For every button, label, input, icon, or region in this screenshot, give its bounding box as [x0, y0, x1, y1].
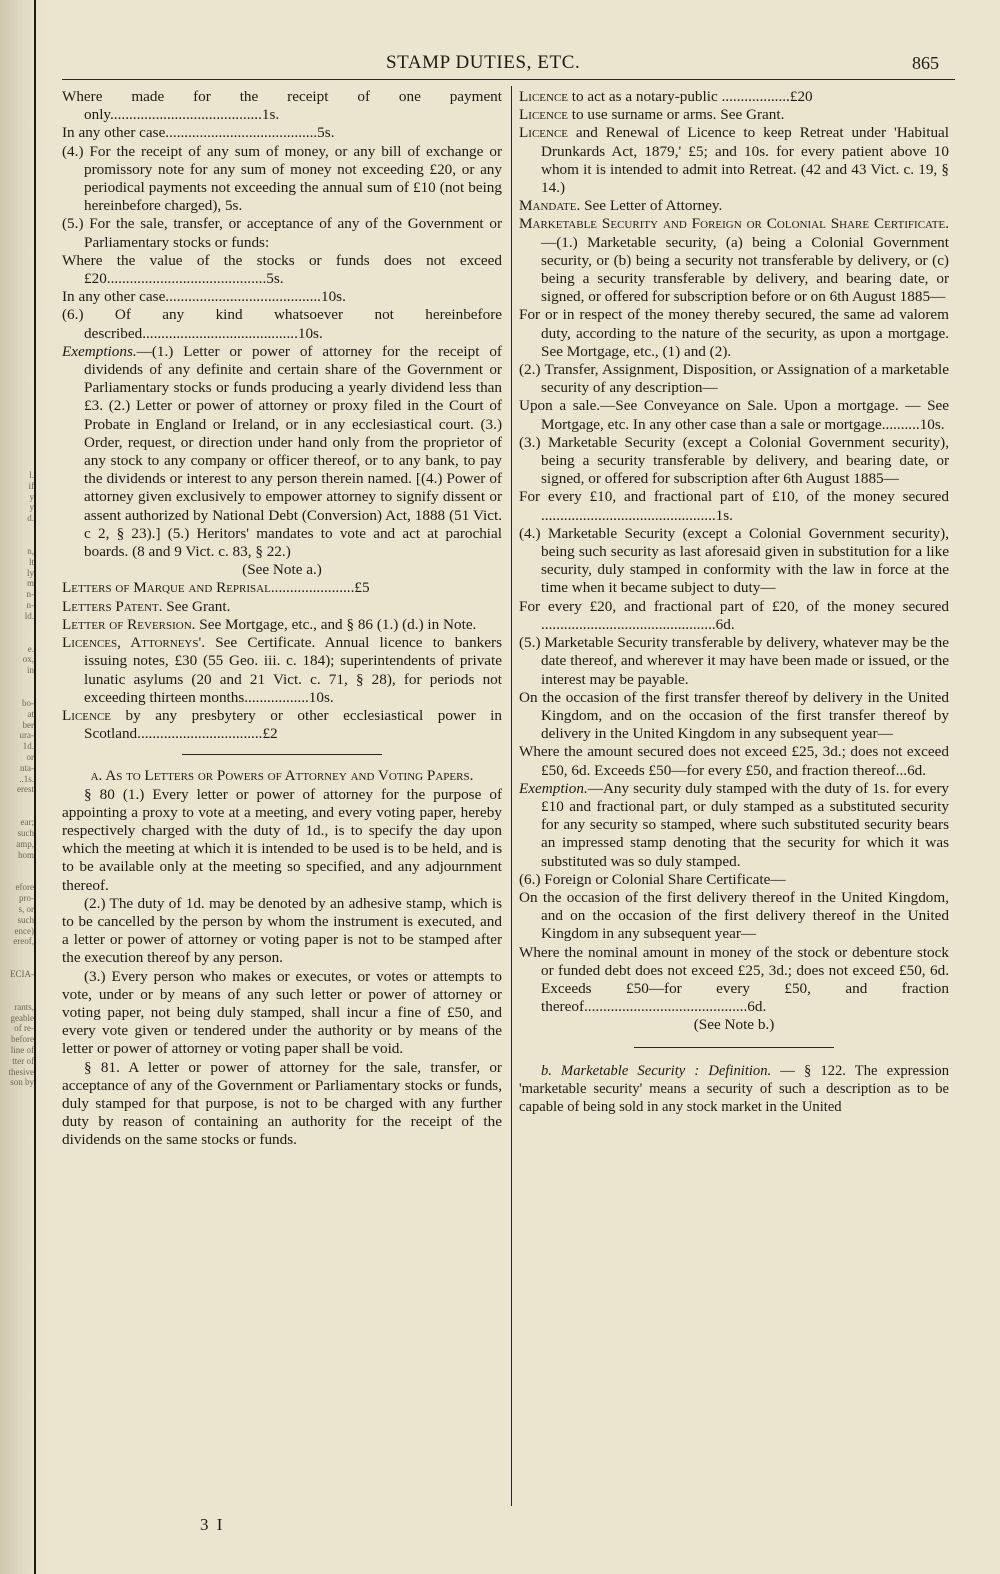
- see-note-reference: [62, 561, 502, 579]
- fragment-line: of re-: [14, 1023, 34, 1034]
- fragment-line: d.: [27, 513, 34, 524]
- fragment-group: [0, 969, 34, 980]
- fragment-line: s, or: [18, 903, 34, 914]
- entry-text: (5.) Marketable Security transferable by delivery, whatever may be the date thereof, and wherever it may have been made or issued, or the interest may be payable.: [519, 634, 949, 688]
- entry-text: ......................£5: [270, 579, 370, 597]
- paragraph: [519, 871, 949, 889]
- paragraph: [62, 616, 502, 634]
- running-head-title: STAMP DUTIES, ETC.: [386, 52, 581, 73]
- fragment-line: ear;: [20, 817, 34, 828]
- paragraph: [519, 889, 949, 944]
- left-column: [62, 88, 502, 1150]
- entry-lead: Letter of Reversion.: [62, 615, 196, 633]
- paragraph: [62, 288, 502, 306]
- fragment-group: [0, 470, 34, 524]
- note-separator-rule: [634, 1047, 834, 1048]
- fragment-line: ereof,: [13, 936, 34, 947]
- paragraph: [519, 488, 949, 524]
- fragment-line: such: [17, 827, 34, 838]
- fragment-group: [0, 882, 34, 947]
- paragraph: [62, 88, 502, 124]
- fragment-line: ox,: [22, 654, 34, 665]
- note-separator-rule: [182, 754, 382, 755]
- signature-mark: 3 I: [200, 1515, 225, 1534]
- fragment-line: amp,: [16, 838, 34, 849]
- paragraph: [519, 525, 949, 598]
- fragment-line: ber: [22, 719, 34, 730]
- fragment-group: [0, 644, 34, 676]
- fragment-line: before: [11, 1034, 34, 1045]
- fragment-line: n-: [26, 589, 34, 600]
- paragraph: [62, 707, 502, 743]
- paragraph: [62, 124, 502, 142]
- fragment-line: n,: [27, 545, 34, 556]
- fragment-line: l.: [29, 470, 34, 480]
- entry-text: Upon a sale.—See Conveyance on Sale. Upon a mortgage. — See Mortgage, etc. In any other case than a sale or mortgage..........10s.: [519, 397, 949, 433]
- paragraph: [519, 434, 949, 489]
- entry-lead: Marketable Security and Foreign or Colonial Share Certificate.: [519, 215, 949, 233]
- entry-text: (6.) Foreign or Colonial Share Certificate—: [519, 870, 786, 888]
- fragment-line: at: [27, 708, 34, 719]
- fragment-line: tter of: [12, 1055, 34, 1066]
- entry-text: (4.) For the receipt of any sum of money, or any bill of exchange or promissory note for any sum of money not exceeding £20, or any periodical payments not exceeding the annual sum of £10 (not being hereinbefore charged), 5s.: [62, 142, 502, 215]
- fragment-line: ECIA-: [10, 969, 34, 980]
- entry-text: For or in respect of the money thereby secured, the same ad valorem duty, according to the nature of the security, as upon a mortgage. See Mortgage, etc., (1) and (2).: [519, 306, 949, 360]
- entry-text: (See Note b.): [693, 1016, 775, 1034]
- entry-text: See Grant.: [162, 597, 231, 615]
- binding-gutter-line: [34, 0, 36, 1574]
- running-head: [0, 52, 1000, 80]
- fragment-line: 1d.: [22, 741, 34, 752]
- entry-lead: b. Marketable Security : Definition.: [541, 1062, 772, 1079]
- entry-text: —Any security duly stamped with the duty of 1s. for every £10 and fractional part, or duly stamped as a substituted security for any security so stamped, where such substituted security bears an impressed stamp denoting that the security for which it was substituted was so duly stamped.: [541, 779, 949, 870]
- entry-text: Where the value of the stocks or funds does not exceed £20..........................................5s.: [62, 251, 502, 288]
- entry-text: Where the amount secured does not exceed £25, 3d.; does not exceed £50, 6d. Exceeds £50—for every £50, and fraction thereof...6d.: [519, 743, 949, 779]
- entry-text: a. As to Letters or Powers of Attorney and Voting Papers.: [90, 767, 474, 785]
- fragment-line: son by: [10, 1077, 34, 1088]
- entry-text: See Mortgage, etc., and § 86 (1.) (d.) in Note.: [195, 615, 477, 633]
- paragraph: [519, 361, 949, 397]
- entry-lead: Licences, Attorneys'.: [62, 634, 206, 652]
- entry-text: For every £10, and fractional part of £10, of the money secured ..............................................1s.: [519, 488, 949, 524]
- see-note-reference: [519, 1016, 949, 1034]
- fragment-line: rants,: [14, 1001, 34, 1012]
- fragment-line: ..1s.: [19, 773, 34, 784]
- fragment-line: erest: [17, 784, 34, 795]
- entry-text: Where made for the receipt of one payment only........................................1s.: [62, 88, 502, 124]
- fragment-line: m: [26, 578, 34, 589]
- paragraph: [519, 598, 949, 634]
- paragraph: [519, 306, 949, 361]
- paragraph: [62, 634, 502, 707]
- fragment-line: lt: [28, 556, 34, 567]
- entry-lead: Licence: [62, 706, 111, 724]
- entry-text: —(1.) Letter or power of attorney for the receipt of dividends of any definite and certain share of the Government or Parliamentary stocks or funds producing a yearly dividend less than £3. (2.) Letter or power of attorney or proxy filed in the Court of Probate in England or Ireland, or in any ecclesiastical court. (3.) Order, request, or direction under hand only from the proprietor of any stock to any company or officer thereof, or to any bank, to pay the dividends or interest to any person therein named. [(4.) Power of attorney given exclusively to empower attorney to signify dissent or assent authorized by National Debt (Conversion) Act, 1888 (51 Vict. c 2, § 23).] (5.) Heritors' mandates to vote and act at parochial boards. (8 and 9 Vict. c. 83, § 22.): [84, 342, 502, 561]
- fragment-group: [0, 817, 34, 860]
- entry-text: (2.) Transfer, Assignment, Disposition, or Assignation of a marketable security of any description—: [519, 361, 949, 397]
- entry-lead: Licence: [519, 124, 568, 142]
- entry-text: —(1.) Marketable security, (a) being a Colonial Government security, or (b) being a security not transferable by delivery, or (c) being a security transferable by delivery, and bearing date, or signed, or offered for subscription before or on 6th August 1885—: [541, 233, 949, 306]
- entry-text: (3.) Marketable Security (except a Colonial Government security), being a security transferable by delivery, and bearing date, or signed, or offered for subscription after 6th August 1885—: [519, 433, 949, 488]
- entry-text: (4.) Marketable Security (except a Colonial Government security), being such security as last aforesaid given in substitution for a like security, duly stamped in conformity with the law in force at the time when it became subject to duty—: [519, 524, 949, 597]
- fragment-line: ura-: [19, 730, 34, 741]
- note-paragraph: [62, 968, 502, 1059]
- paragraph: [62, 215, 502, 251]
- paragraph: [519, 124, 949, 197]
- fragment-line: in: [26, 665, 34, 676]
- fragment-line: geable: [10, 1012, 34, 1023]
- entry-text: to use surname or arms. See Grant.: [568, 106, 785, 124]
- entry-text: See Letter of Attorney.: [580, 197, 723, 215]
- fragment-line: pro-: [19, 893, 34, 904]
- paragraph: [519, 689, 949, 744]
- note-paragraph: [62, 1059, 502, 1150]
- fragment-line: ld.: [24, 610, 34, 621]
- fragment-line: hom: [17, 849, 34, 860]
- fragment-line: nta-: [20, 762, 34, 773]
- entry-text: § 80 (1.) Every letter or power of attorney for the purpose of appointing a proxy to vote at a meeting, and every voting paper, hereby respectively charged with the duty of 1d., is to specify the day upon which the meeting at which it is intended to be used is to be held, and is to be available only at the meeting so specified, and any adjournment thereof.: [62, 785, 502, 894]
- paragraph: [519, 634, 949, 689]
- fragment-line: line of: [10, 1045, 34, 1056]
- paragraph: [519, 197, 949, 215]
- entry-lead: Licence: [519, 88, 568, 105]
- paragraph: [62, 598, 502, 616]
- entry-text: by any presbytery or other ecclesiastical power in Scotland.................................£2: [84, 706, 502, 743]
- note-paragraph: [62, 895, 502, 968]
- paragraph: [62, 143, 502, 216]
- entry-text: Where the nominal amount in money of the stock or debenture stock or funded debt does not exceed £25, 3d.; does not exceed £50, 6d. Exceeds £50—for every £50, and fraction thereof...........................................6d.: [519, 943, 949, 1016]
- entry-lead: Exemption.: [519, 779, 588, 797]
- paragraph: [519, 780, 949, 871]
- page-number: 865: [912, 53, 939, 73]
- paragraph: [519, 88, 949, 106]
- column-divider: [511, 86, 512, 1506]
- paragraph: [519, 944, 949, 1017]
- entry-text: § 81. A letter or power of attorney for the sale, transfer, or acceptance of any of the Government or Parliamentary stocks or funds, duly stamped for that purpose, is not to be charged with any further duty by reason of containing an authority for the receipt of the dividends on the same stocks or funds.: [62, 1058, 502, 1149]
- entry-text: (See Note a.): [242, 561, 322, 579]
- facing-page-fragments: [0, 470, 34, 1110]
- paragraph: [62, 306, 502, 342]
- entry-text: to act as a notary-public ..................£20: [568, 88, 813, 105]
- fragment-group: [0, 546, 34, 622]
- entry-text: For every £20, and fractional part of £20, of the money secured ..............................................6d.: [519, 597, 949, 633]
- entry-text: See Certificate. Annual licence to bankers issuing notes, £30 (55 Geo. iii. c. 184); superintendents of private lunatic asylums (20 and 21 Vict. c. 71, § 28), for periods not exceeding thirteen months.................10s.: [84, 634, 502, 706]
- fragment-line: n-: [26, 599, 34, 610]
- paragraph: [62, 579, 502, 597]
- fragment-group: [0, 1002, 34, 1088]
- entry-text: — § 122. The expression 'marketable security' means a security of such a description as to be capable of being sold in any stock market in the United: [519, 1062, 950, 1115]
- fragment-group: [0, 698, 34, 795]
- entry-text: (5.) For the sale, transfer, or acceptance of any of the Government or Parliamentary stocks or funds:: [62, 215, 502, 251]
- header-rule: [62, 79, 955, 80]
- fragment-line: y: [29, 491, 34, 502]
- entry-text: In any other case........................................5s.: [62, 124, 335, 142]
- right-column: [519, 88, 949, 1116]
- entry-lead: Mandate.: [519, 197, 581, 215]
- paragraph: [62, 252, 502, 288]
- note-heading: [62, 767, 502, 785]
- note-paragraph: [62, 786, 502, 895]
- fragment-line: e.: [27, 643, 34, 654]
- entry-lead: Licence: [519, 106, 568, 124]
- fragment-line: bo-: [22, 697, 34, 708]
- fragment-line: ence): [14, 925, 34, 936]
- paragraph: [519, 106, 949, 124]
- entry-text: In any other case.........................................10s.: [62, 288, 346, 306]
- fragment-line: thesive: [8, 1066, 34, 1077]
- fragment-line: such: [17, 914, 34, 925]
- fragment-line: y: [29, 502, 34, 513]
- entry-text: and Renewal of Licence to keep Retreat under 'Habitual Drunkards Act, 1879,' £5; and 10s. for every patient above 10 whom it is intended to admit into Retreat. (42 and 43 Vict. c. 19, § 14.): [541, 124, 949, 197]
- paragraph: [62, 343, 502, 561]
- entry-lead: Letters of Marque and Reprisal: [62, 579, 271, 597]
- fragment-line: ly: [26, 567, 34, 578]
- fragment-line: efore: [15, 882, 34, 893]
- entry-text: On the occasion of the first delivery thereof in the United Kingdom, and on the occasion of the first delivery thereof in the United Kingdom in any subsequent year—: [519, 888, 949, 943]
- fragment-line: if: [28, 480, 34, 491]
- fragment-line: or: [26, 751, 34, 762]
- entry-text: (6.) Of any kind whatsoever not hereinbefore described.........................................10s.: [62, 306, 502, 342]
- entry-lead: Letters Patent.: [62, 597, 163, 615]
- entry-text: On the occasion of the first transfer thereof by delivery in the United Kingdom, and on the occasion of the first transfer thereof by delivery in the United Kingdom in any subsequent year—: [519, 688, 949, 743]
- footnote: [519, 1062, 949, 1116]
- paragraph: [519, 397, 949, 433]
- entry-lead: Exemptions.: [62, 342, 137, 360]
- paragraph: [519, 743, 949, 779]
- entry-text: (3.) Every person who makes or executes, or votes or attempts to vote, under or by means of any such letter or power of attorney or voting paper, not being duly stamped, shall incur a fine of £50, and every vote given or tendered under the authority or by means of the letter or power of attorney or voting paper shall be void.: [62, 967, 502, 1058]
- entry-text: (2.) The duty of 1d. may be denoted by an adhesive stamp, which is to be cancelled by the person by whom the instrument is executed, and a letter or power of attorney or voting paper is not to be stamped after the execution thereof by any person.: [62, 894, 502, 967]
- paragraph: [519, 215, 949, 306]
